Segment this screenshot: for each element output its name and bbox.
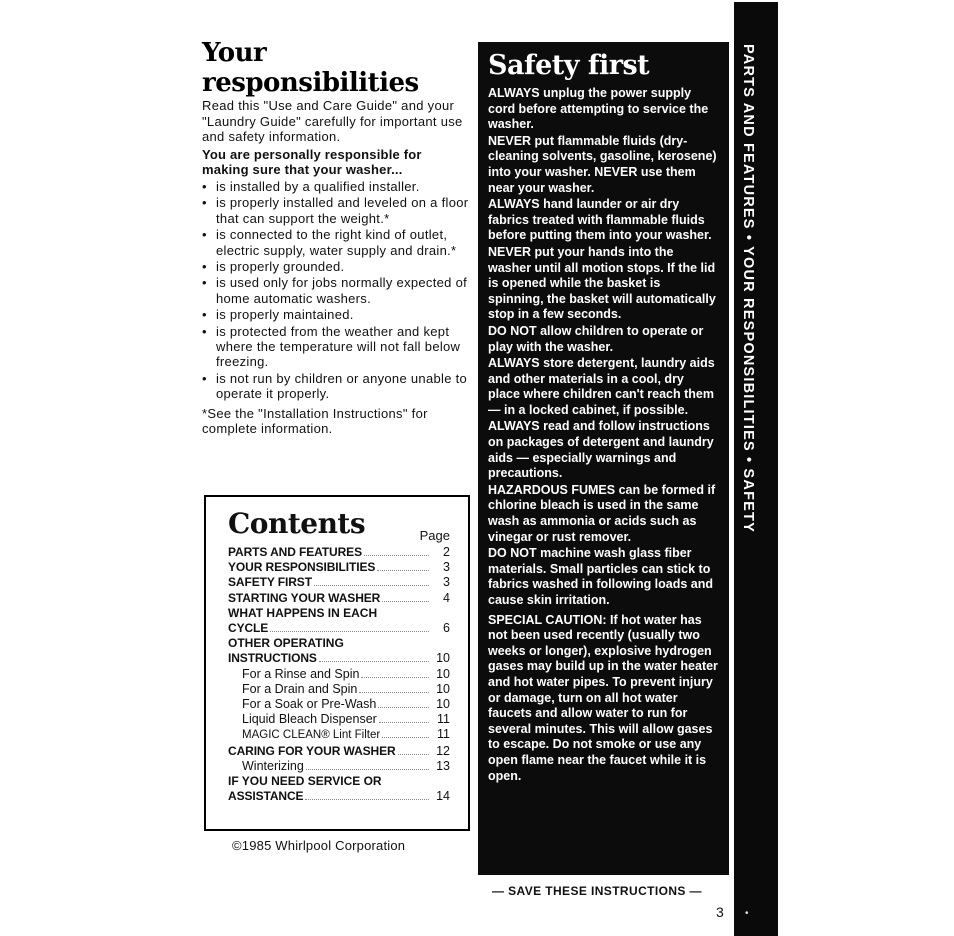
toc-subentry[interactable]: MAGIC CLEAN® Lint Filter 11 [242,727,450,742]
toc-entry[interactable]: IF YOU NEED SERVICE OR ASSISTANCE 14 [228,774,450,804]
safety-paragraph: NEVER put your hands into the washer until all motion stops. If the lid is opened while the basket is spinning, the basket will automatically stop in a few seconds. [488,244,716,322]
toc-subentry[interactable]: Liquid Bleach Dispenser 11 [242,712,450,727]
save-instructions: — SAVE THESE INSTRUCTIONS — [492,884,702,898]
list-item: • is used only for jobs normally expected of home automatic washers. [202,275,470,306]
safety-paragraph: DO NOT allow children to operate or play with the washer. [488,323,704,354]
installation-note: *See the "Installation Instructions" for complete information. [202,405,428,437]
list-item: • is connected to the right kind of outlet, electric supply, water supply and drain.* [202,227,470,258]
safety-paragraph: HAZARDOUS FUMES can be formed if chlorine bleach is used in the same wash as ammonia or acids such as vinegar or rust remover. [488,482,716,544]
safety-paragraph: ALWAYS hand launder or air dry fabrics treated with flammable fluids before putting them into your washer. [488,197,712,243]
toc-entry[interactable]: CARING FOR YOUR WASHER 12 [228,743,450,758]
page-column-label: Page [419,528,450,543]
list-item: • is properly installed and leveled on a floor that can support the weight.* [202,195,470,226]
toc-entry[interactable]: YOUR RESPONSIBILITIES 3 [228,560,450,575]
safety-title: Safety first [488,50,650,81]
safety-paragraph: SPECIAL CAUTION: If hot water has not been used recently (usually two weeks or longer), explosive hydrogen gases may build up in the water heater and hot water pipes. To prevent injury or damage, turn on all hot water faucets and allow water to run for several minutes. This will allow gases to escape. Do not smoke or use any open flame near the faucet while it is open. [488,612,718,783]
toc-entry[interactable]: PARTS AND FEATURES 2 [228,545,450,559]
list-item: • is protected from the weather and kept where the temperature will not fall below freezing. [202,324,470,370]
toc-subentry[interactable]: Winterizing 13 [242,758,450,773]
responsibilities-lead: You are personally responsible for making sure that your washer... [202,146,422,178]
tab-mark: • [745,908,749,919]
safety-paragraph: ALWAYS store detergent, laundry aids and other materials in a cool, dry place where children can't reach them — in a locked cabinet, if possible. [488,356,715,417]
side-tab-label: PARTS AND FEATURES • YOUR RESPONSIBILITIES • SAFETY [740,44,756,533]
toc-entry[interactable]: OTHER OPERATING INSTRUCTIONS 10 [228,636,450,666]
responsibilities-intro: Read this "Use and Care Guide" and your "Laundry Guide" carefully for important use and safety information. [202,98,463,145]
section-side-tab [734,2,778,936]
toc-subentry[interactable]: For a Soak or Pre-Wash 10 [242,697,450,712]
responsibilities-title: Your responsibilities [202,38,419,98]
safety-first-panel [478,42,729,875]
contents-box [204,495,470,831]
list-item: • is properly grounded. [202,259,470,274]
toc-subentry[interactable]: For a Rinse and Spin 10 [242,666,450,681]
list-item: • is properly maintained. [202,307,470,322]
list-item: • is installed by a qualified installer. [202,179,470,194]
safety-paragraph: NEVER put flammable fluids (dry-cleaning solvents, gasoline, kerosene) into your washer. NEVER use them near your washer. [488,133,717,195]
toc-entry[interactable]: SAFETY FIRST 3 [228,575,450,590]
contents-title: Contents [228,507,366,540]
copyright-notice: ©1985 Whirlpool Corporation [232,838,406,853]
toc-subentry[interactable]: For a Drain and Spin 10 [242,681,450,696]
contents-header [228,507,450,543]
safety-paragraph: DO NOT machine wash glass fiber materials. Small particles can stick to fabrics washed in following loads and cause skin irritation. [488,546,714,607]
responsibilities-list [202,179,470,402]
page-number: 3 [716,904,724,920]
safety-paragraph: ALWAYS unplug the power supply cord before attempting to service the washer. [488,86,709,132]
toc-entry[interactable]: STARTING YOUR WASHER 4 [228,590,450,605]
toc-entry[interactable]: WHAT HAPPENS IN EACH CYCLE 6 [228,605,450,636]
list-item: • is not run by children or anyone unable to operate it properly. [202,371,470,402]
responsibilities-section [202,38,470,437]
safety-paragraph: ALWAYS read and follow instructions on packages of detergent and laundry aids — especially warnings and precautions. [488,419,714,481]
